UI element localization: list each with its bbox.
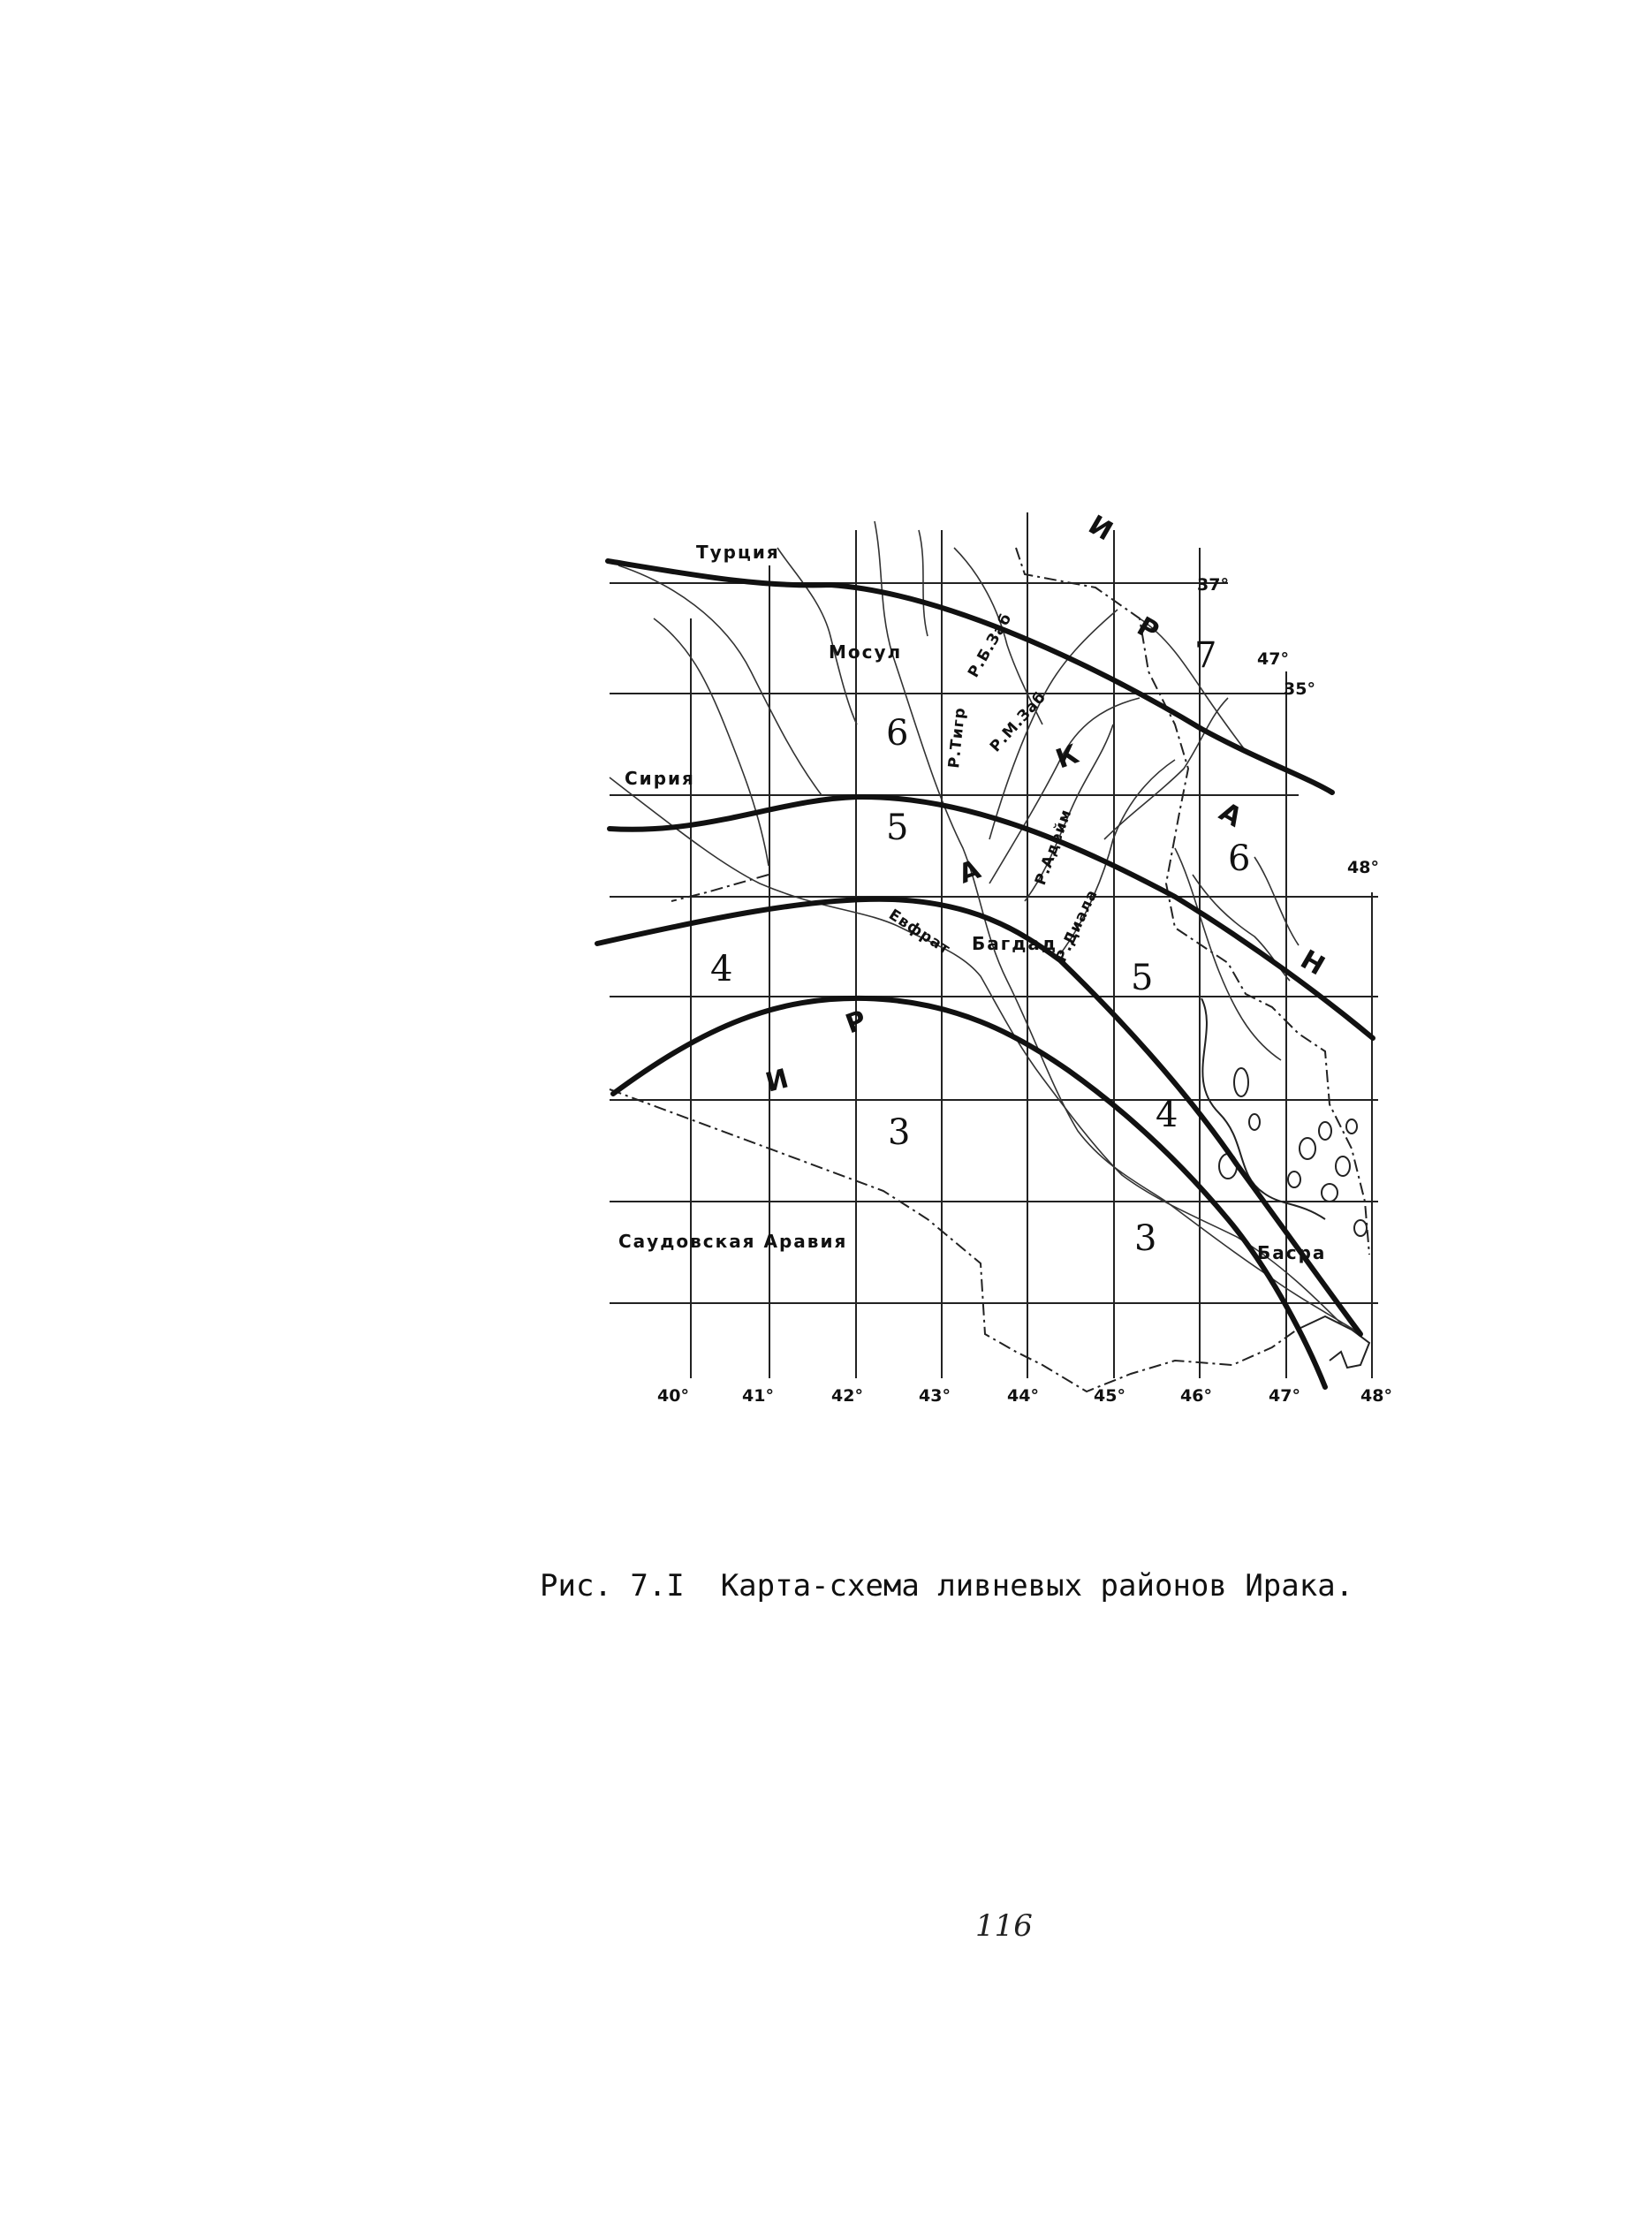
- lon-label-47-top: 47°: [1257, 649, 1289, 669]
- lat-label-35: 35°: [1284, 679, 1315, 699]
- river-label-adhaim: Р.Адейм: [1031, 807, 1076, 888]
- figure-caption: Рис. 7.I Карта-схема ливневых районов Ирака.: [540, 1568, 1354, 1604]
- river-label-diyala: Р.Диала: [1052, 886, 1102, 966]
- country-label-turkey: Турция: [696, 542, 780, 563]
- page-number: 116: [975, 1908, 1033, 1944]
- iran-letter-4: Н: [1295, 944, 1330, 982]
- city-label-baghdad: Багдад: [972, 933, 1057, 954]
- river-label-small-zab: Р.М.Заб: [986, 688, 1050, 756]
- city-label-mosul: Мосул: [829, 641, 903, 663]
- lon-label: 48°: [1360, 1386, 1392, 1406]
- river-label-big-zab: Р.Б.Заб: [965, 610, 1016, 681]
- lon-label-48-right: 48°: [1347, 858, 1379, 877]
- zone-label-5-east: 5: [1131, 958, 1154, 998]
- zone-boundary-3-4: [613, 998, 1325, 1387]
- country-label-saudi-arabia: Саудовская Аравия: [618, 1231, 848, 1252]
- iraq-letter-3: А: [954, 853, 985, 891]
- zone-label-7: 7: [1194, 635, 1217, 676]
- river-label-euphrates: Евфрат: [885, 906, 954, 959]
- zone-boundary-6-7: [608, 561, 1332, 792]
- zone-label-6-east: 6: [1228, 838, 1251, 879]
- lon-label: 44°: [1007, 1386, 1039, 1406]
- zone-label-3-west: 3: [888, 1112, 911, 1153]
- lon-label: 43°: [919, 1386, 951, 1406]
- city-label-basra: Басра: [1257, 1242, 1327, 1263]
- zone-label-3-east: 3: [1134, 1218, 1157, 1259]
- iran-letter-1: И: [1083, 509, 1118, 548]
- country-label-syria: Сирия: [625, 768, 695, 789]
- lon-label: 47°: [1269, 1386, 1300, 1406]
- iraq-letter-1: И: [762, 1063, 792, 1099]
- zone-label-6-west: 6: [886, 713, 909, 754]
- zone-label-4-west: 4: [710, 949, 733, 990]
- lon-label: 41°: [742, 1386, 774, 1406]
- zone-label-4-east: 4: [1156, 1095, 1178, 1135]
- lon-label: 46°: [1180, 1386, 1212, 1406]
- lon-label: 40°: [657, 1386, 689, 1406]
- lon-label: 42°: [831, 1386, 863, 1406]
- iraq-letter-4: К: [1051, 739, 1083, 776]
- iran-letter-3: А: [1214, 796, 1247, 834]
- zone-label-5-west: 5: [886, 808, 909, 848]
- iran-letter-2: Р: [1132, 610, 1164, 648]
- lon-label: 45°: [1094, 1386, 1125, 1406]
- lat-label-37: 37°: [1197, 575, 1229, 595]
- iraq-letter-2: Р: [841, 1005, 871, 1041]
- river-label-tigris: Р.Тигр: [945, 706, 970, 770]
- longitude-labels: [657, 1386, 1392, 1406]
